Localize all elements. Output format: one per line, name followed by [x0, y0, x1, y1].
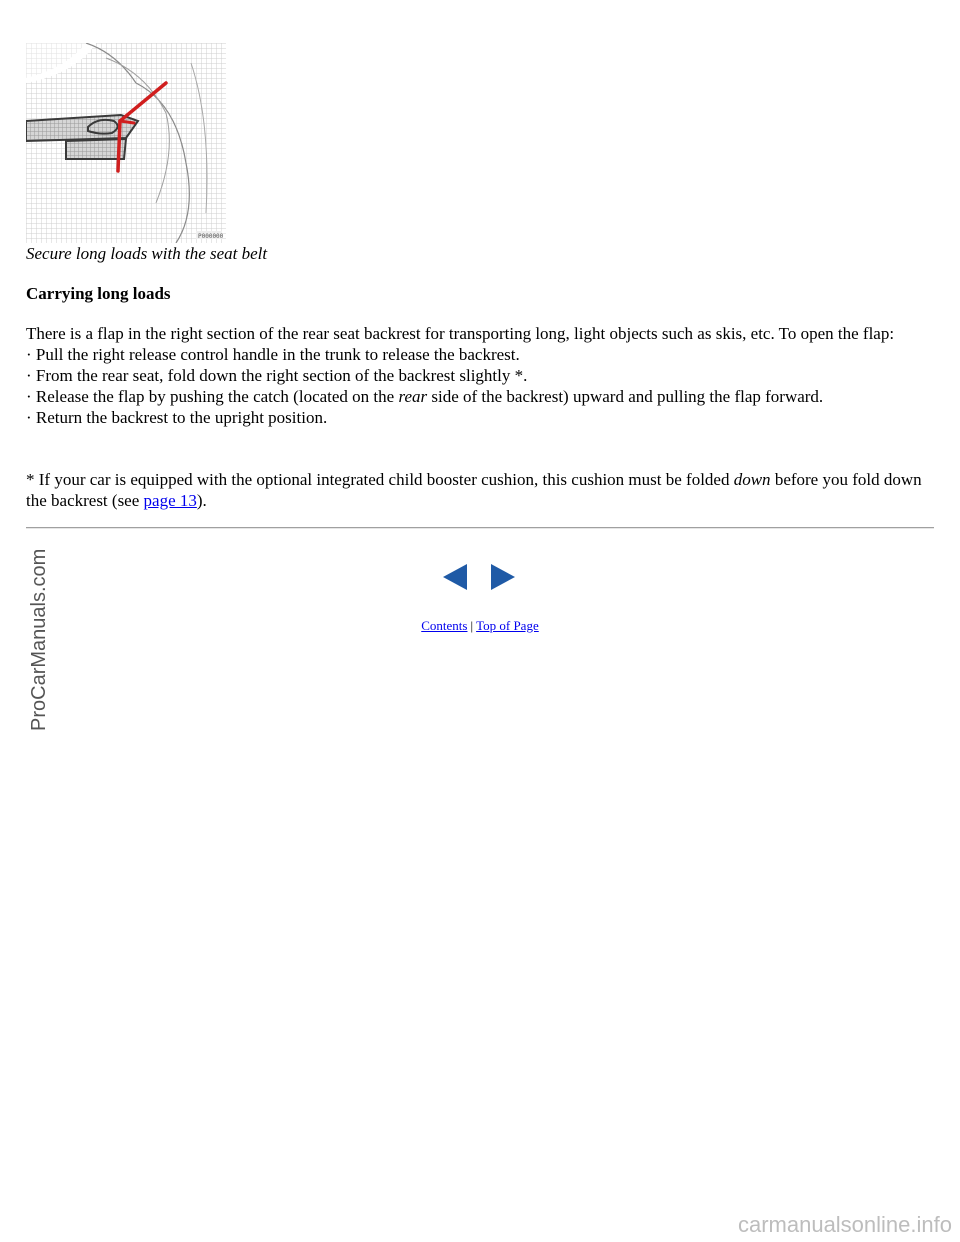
footnote-part: * If your car is equipped with the optional integrated child booster cushion, this cushion must be folded: [26, 470, 734, 489]
footer-links: [0, 617, 960, 635]
step-item: · Return the backrest to the upright position.: [26, 408, 328, 427]
previous-page-button[interactable]: [441, 563, 469, 591]
next-arrow-icon: [489, 563, 517, 591]
page-13-link[interactable]: page 13: [143, 491, 197, 510]
footer-separator: |: [470, 618, 474, 633]
footnote-part: ).: [196, 491, 207, 510]
footnote: [26, 469, 926, 511]
previous-arrow-icon: [441, 563, 469, 591]
footnote-text: [26, 469, 926, 511]
contents-link[interactable]: Contents: [421, 618, 468, 633]
step-item: · Pull the right release control handle in the trunk to release the backrest.: [26, 345, 520, 364]
watermark-procarmanuals: ProCarManuals.com: [28, 548, 50, 731]
step-item: · From the rear seat, fold down the right section of the backrest slightly *.: [26, 366, 528, 385]
instructions: [26, 323, 926, 428]
next-page-button[interactable]: [489, 563, 517, 591]
footnote-emphasis: down: [733, 470, 771, 489]
footnote-part: before you fold down the backrest (see: [26, 470, 922, 510]
step-text: · Release the flap by pushing the catch (located on the: [26, 387, 399, 406]
figure-caption: Secure long loads with the seat belt: [26, 244, 268, 263]
watermark-carmanualsonline: carmanualsonline.info: [737, 1212, 952, 1237]
divider: [26, 527, 934, 529]
page-navigation: [441, 563, 519, 591]
figure-code: P000000: [198, 233, 224, 240]
intro-paragraph: There is a flap in the right section of the rear seat backrest for transporting long, light objects such as skis, etc. To open the flap:: [26, 324, 895, 343]
top-of-page-link[interactable]: Top of Page: [476, 618, 539, 633]
seat-belt-illustration: [26, 43, 226, 243]
step-emphasis: rear: [398, 387, 428, 406]
step-text: side of the backrest) upward and pulling the flap forward.: [427, 387, 824, 406]
step-item: [26, 386, 926, 407]
section-heading: Carrying long loads: [26, 284, 171, 303]
